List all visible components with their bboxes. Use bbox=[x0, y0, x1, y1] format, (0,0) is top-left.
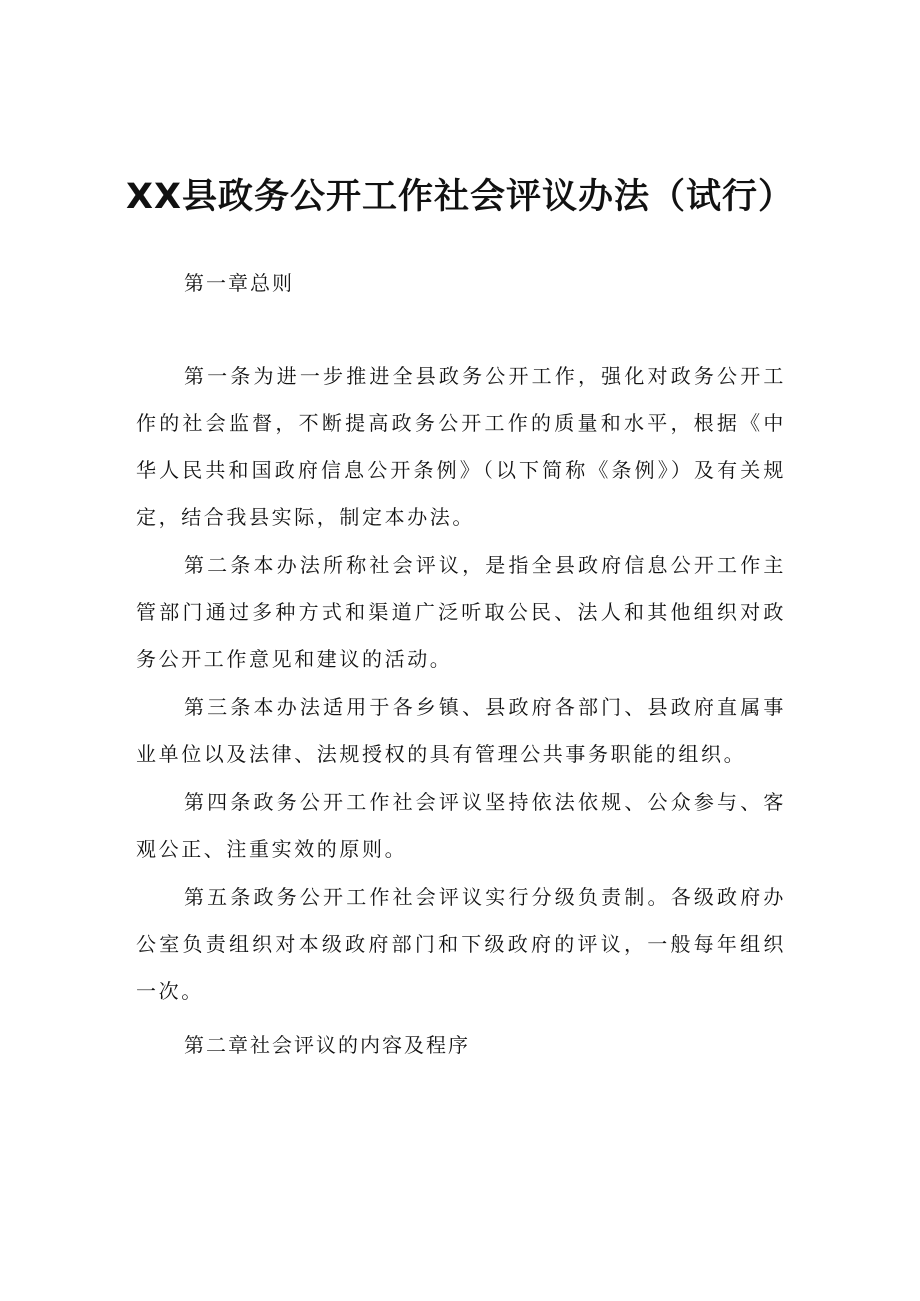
article-2: 第二条本办法所称社会评议，是指全县政府信息公开工作主管部门通过多种方式和渠道广泛听取公民、法人和其他组织对政务公开工作意见和建议的活动。 bbox=[136, 553, 786, 671]
article-5: 第五条政务公开工作社会评议实行分级负责制。各级政府办公室负责组织对本级政府部门和下级政府的评议，一般每年组织一次。 bbox=[136, 885, 786, 1003]
chapter-heading-2: 第二章社会评议的内容及程序 bbox=[184, 1033, 470, 1057]
article-3: 第三条本办法适用于各乡镇、县政府各部门、县政府直属事业单位以及法律、法规授权的具有管理公共事务职能的组织。 bbox=[136, 695, 786, 766]
document-title: XX县政务公开工作社会评议办法（试行） bbox=[126, 177, 794, 217]
article-1: 第一条为进一步推进全县政务公开工作，强化对政务公开工作的社会监督，不断提高政务公开工作的质量和水平，根据《中华人民共和国政府信息公开条例》（以下简称《条例》）及有关规定，结合我县实际，制定本办法。 bbox=[136, 364, 786, 529]
article-4: 第四条政务公开工作社会评议坚持依法依规、公众参与、客观公正、注重实效的原则。 bbox=[136, 790, 786, 861]
chapter-heading-1: 第一章总则 bbox=[184, 271, 294, 295]
